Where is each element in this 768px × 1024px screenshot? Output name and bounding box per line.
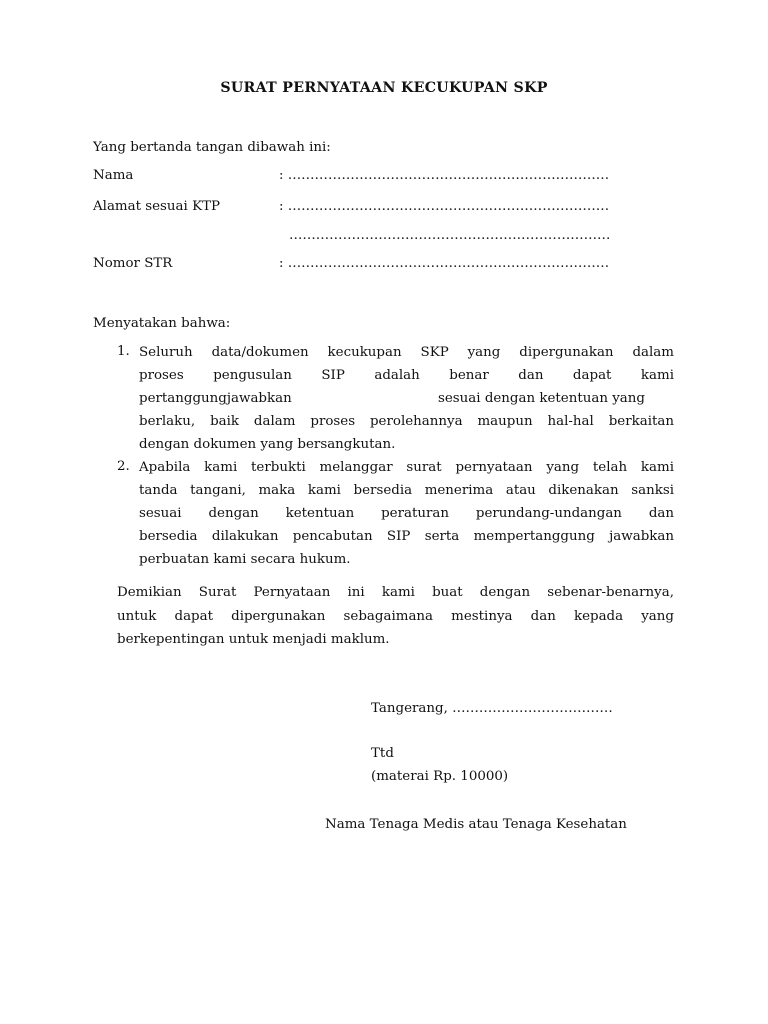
document-title: SURAT PERNYATAAN KECUKUPAN SKP: [220, 80, 548, 96]
signature-materai: (materai Rp. 10000): [371, 769, 509, 784]
field-label-nama: Nama: [93, 168, 134, 183]
field-value-alamat: : ………………………………………………………………: [279, 199, 610, 214]
statement-intro: Menyatakan bahwa:: [93, 316, 231, 331]
item-1-line-3b: sesuai dengan ketentuan yang: [438, 391, 645, 406]
item-1-line-3a: pertanggungjawabkan: [139, 391, 292, 406]
item-2-number: 2.: [117, 459, 130, 474]
intro-text: Yang bertanda tangan dibawah ini:: [93, 140, 331, 155]
signature-name: Nama Tenaga Medis atau Tenaga Kesehatan: [325, 817, 627, 832]
item-2-line-2: tanda tangani, maka kami bersedia menerima atau dikenakan sanksi: [139, 483, 674, 498]
item-1-line-5: dengan dokumen yang bersangkutan.: [139, 437, 396, 452]
closing-line-2: untuk dapat dipergunakan sebagaimana mestinya dan kepada yang: [117, 609, 674, 624]
signature-ttd: Ttd: [371, 746, 394, 761]
closing-line-1: Demikian Surat Pernyataan ini kami buat dengan sebenar-benarnya,: [117, 585, 674, 600]
field-value-nomor-str: : ………………………………………………………………: [279, 256, 610, 271]
field-label-nomor-str: Nomor STR: [93, 256, 173, 271]
field-value-nama: : ………………………………………………………………: [279, 168, 610, 183]
signature-place-date: Tangerang, ………………………………: [371, 701, 613, 716]
field-label-alamat: Alamat sesuai KTP: [93, 199, 221, 214]
item-1-line-2: proses pengusulan SIP adalah benar dan dapat kami: [139, 368, 674, 383]
item-1-number: 1.: [117, 344, 130, 359]
item-1-line-1: Seluruh data/dokumen kecukupan SKP yang dipergunakan dalam: [139, 345, 674, 360]
item-2-line-3: sesuai dengan ketentuan peraturan perundang-undangan dan: [139, 506, 674, 521]
item-2-line-5: perbuatan kami secara hukum.: [139, 552, 351, 567]
item-1-line-4: berlaku, baik dalam proses perolehannya maupun hal-hal berkaitan: [139, 414, 674, 429]
field-value-alamat-line2: ………………………………………………………………: [289, 228, 611, 243]
closing-line-3: berkepentingan untuk menjadi maklum.: [117, 632, 390, 647]
item-2-line-4: bersedia dilakukan pencabutan SIP serta mempertanggung jawabkan: [139, 529, 674, 544]
item-2-line-1: Apabila kami terbukti melanggar surat pernyataan yang telah kami: [139, 460, 674, 475]
